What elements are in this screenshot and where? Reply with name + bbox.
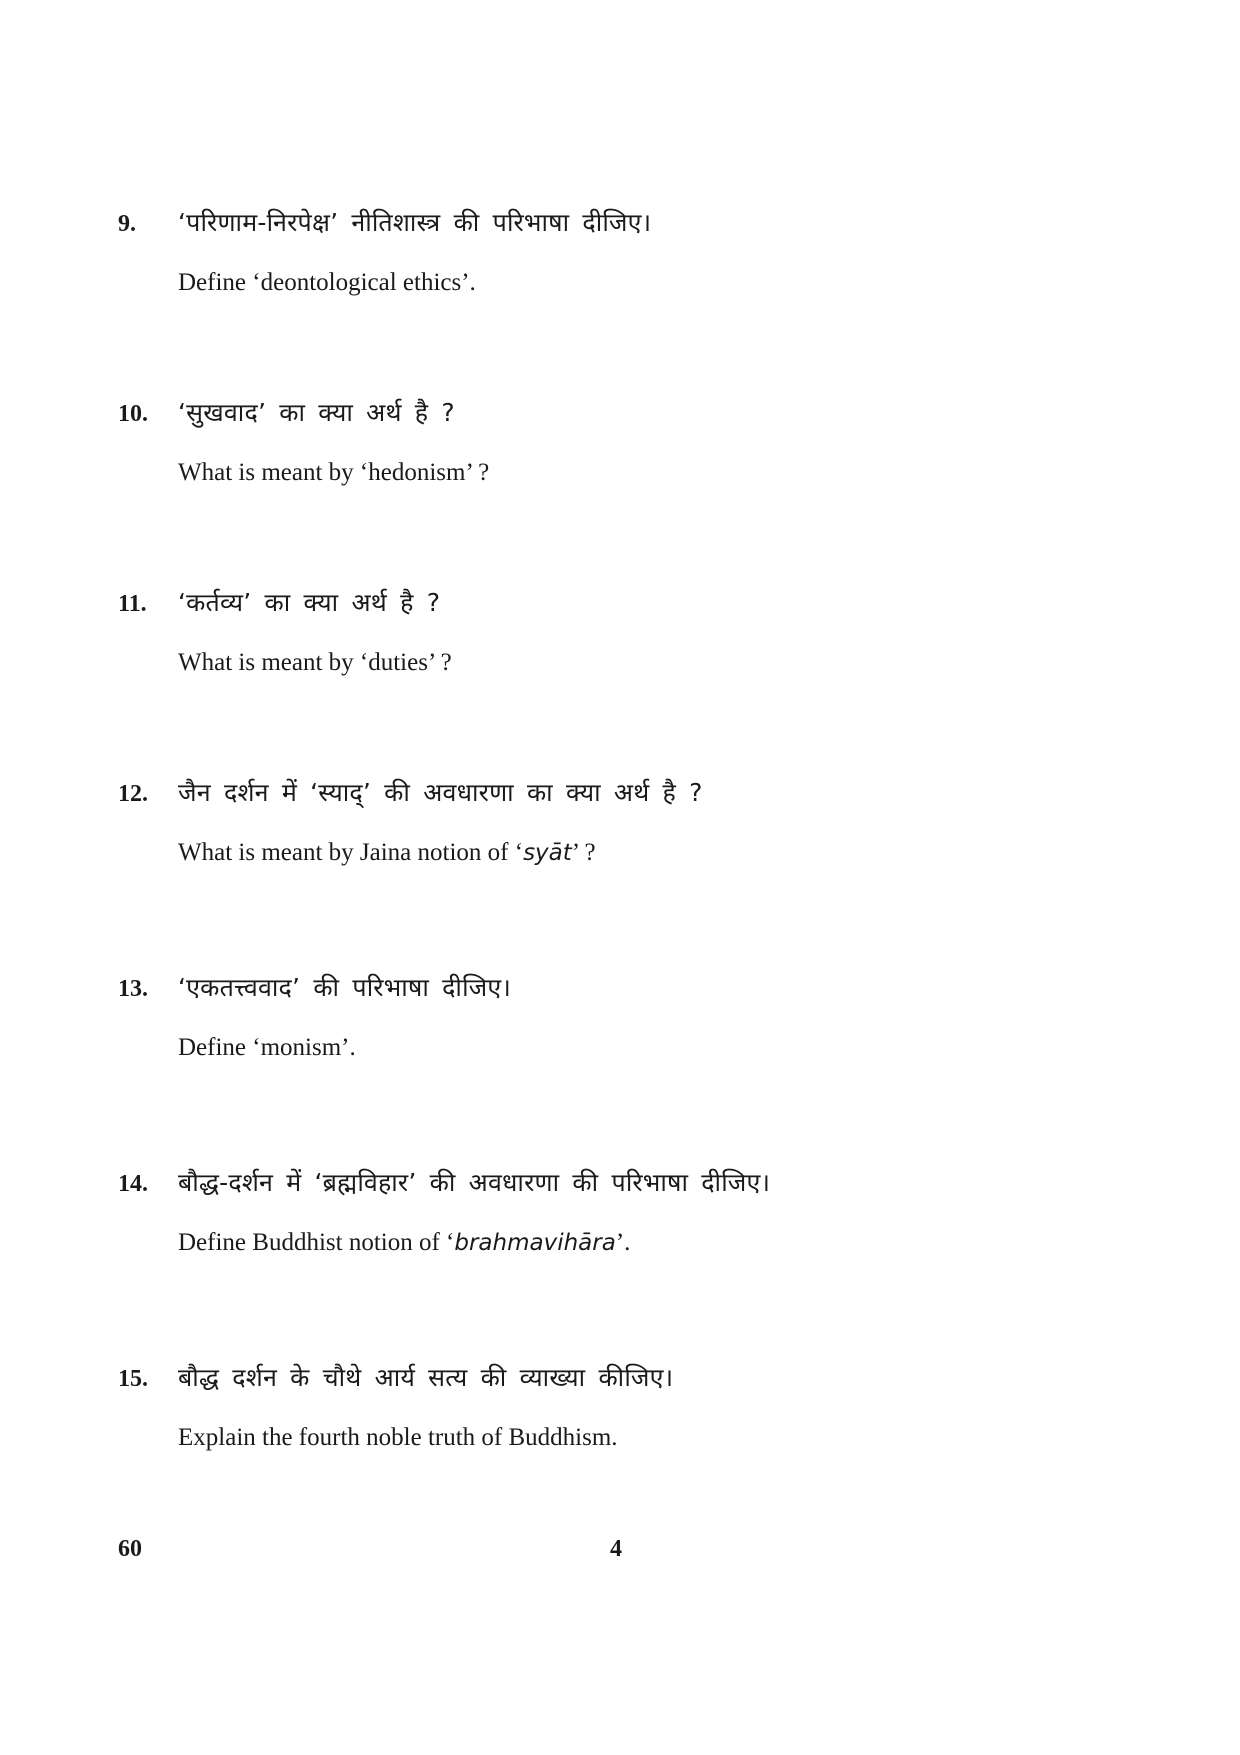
- question-number: 14.: [118, 1171, 148, 1197]
- question-11: [118, 585, 1118, 677]
- question-number: 12.: [118, 781, 148, 807]
- question-text-hindi: बौद्ध दर्शन के चौथे आर्य सत्य की व्याख्या कीजिए।: [178, 1363, 674, 1392]
- question-text-english: [178, 459, 1118, 487]
- question-hindi-row: [118, 1360, 1118, 1394]
- question-hindi-row: [118, 205, 1118, 239]
- question-text-hindi: ‘एकतत्त्ववाद’ की परिभाषा दीजिए।: [178, 973, 512, 1002]
- question-text-english: [178, 839, 1118, 867]
- question-text-english: [178, 269, 1118, 297]
- english-text-end: ’.: [615, 1229, 631, 1256]
- english-term: brahmavihāra: [454, 1230, 616, 1256]
- question-number: 13.: [118, 976, 148, 1002]
- english-text-end: ’ ?: [571, 839, 596, 866]
- question-text-hindi: बौद्ध-दर्शन में ‘ब्रह्मविहार’ की अवधारणा की परिभाषा दीजिए।: [178, 1168, 771, 1197]
- question-text-english: [178, 1034, 1118, 1062]
- english-text: Define ‘monism’.: [178, 1034, 356, 1061]
- question-hindi-row: [118, 1165, 1118, 1199]
- question-text-english: [178, 1424, 1118, 1452]
- english-text: Define ‘deontological ethics’.: [178, 269, 476, 296]
- question-12: [118, 775, 1118, 867]
- english-text: Explain the fourth noble truth of Buddhism.: [178, 1424, 618, 1451]
- question-text-hindi: ‘सुखवाद’ का क्या अर्थ है ?: [178, 398, 455, 427]
- english-text: Define Buddhist notion of ‘: [178, 1229, 455, 1256]
- english-text: What is meant by Jaina notion of ‘: [178, 839, 524, 866]
- question-14: [118, 1165, 1118, 1257]
- question-10: [118, 395, 1118, 487]
- question-13: [118, 970, 1118, 1062]
- question-hindi-row: [118, 775, 1118, 809]
- english-term: syāt: [523, 840, 572, 866]
- question-text-hindi: ‘कर्तव्य’ का क्या अर्थ है ?: [178, 588, 441, 617]
- page-number: 4: [610, 1536, 622, 1562]
- paper-code: 60: [118, 1536, 142, 1562]
- english-text: What is meant by ‘hedonism’ ?: [178, 459, 490, 486]
- question-number: 9.: [118, 211, 136, 237]
- question-number: 10.: [118, 401, 148, 427]
- question-number: 11.: [118, 591, 147, 617]
- question-9: [118, 205, 1118, 297]
- english-text: What is meant by ‘duties’ ?: [178, 649, 452, 676]
- question-hindi-row: [118, 585, 1118, 619]
- question-text-hindi: ‘परिणाम-निरपेक्ष’ नीतिशास्त्र की परिभाषा दीजिए।: [178, 208, 652, 237]
- question-15: [118, 1360, 1118, 1452]
- question-text-english: [178, 649, 1118, 677]
- question-text-english: [178, 1229, 1118, 1257]
- question-hindi-row: [118, 395, 1118, 429]
- question-hindi-row: [118, 970, 1118, 1004]
- question-text-hindi: जैन दर्शन में ‘स्याद्’ की अवधारणा का क्या अर्थ है ?: [178, 778, 703, 807]
- question-number: 15.: [118, 1366, 148, 1392]
